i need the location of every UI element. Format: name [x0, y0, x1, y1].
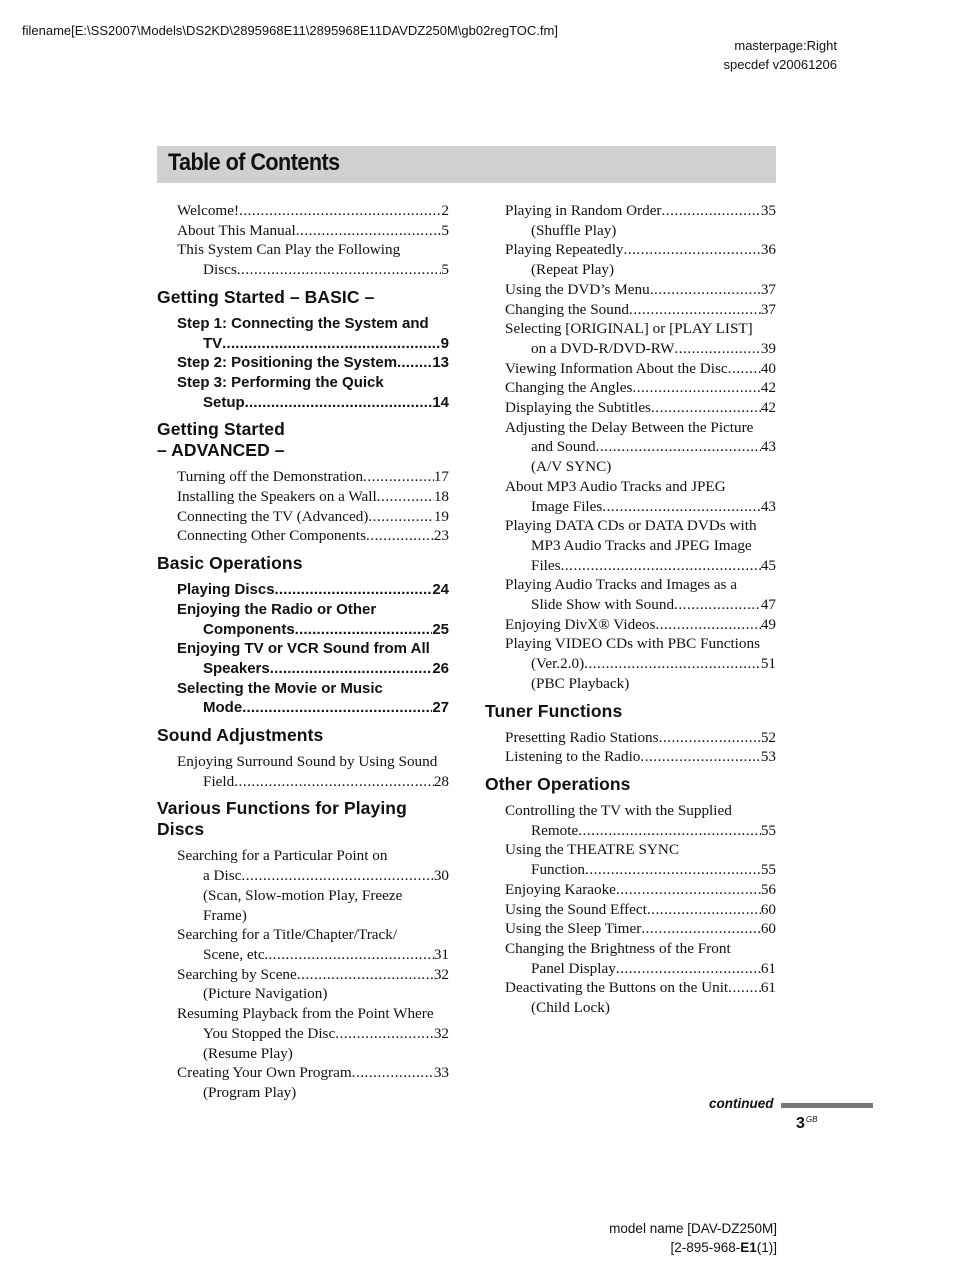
toc-entry-line	[157, 1024, 449, 1044]
toc-leader-dots	[397, 353, 432, 373]
toc-entry-line	[157, 467, 449, 487]
section-heading	[157, 798, 449, 840]
toc-entry[interactable]	[485, 319, 776, 358]
toc-page-number: 24	[432, 581, 449, 599]
toc-page-number: 18	[433, 488, 449, 506]
toc-entry-note: (Resume Play)	[203, 1044, 293, 1062]
toc-entry-title: Mode	[203, 699, 243, 717]
toc-page-number: 13	[432, 354, 449, 372]
toc-entry-line	[157, 965, 449, 985]
toc-leader-dots	[268, 945, 433, 965]
toc-leader-dots	[651, 398, 761, 418]
toc-entry[interactable]	[485, 939, 776, 978]
toc-entry[interactable]	[485, 801, 776, 840]
toc-entry-note: Frame)	[203, 906, 247, 924]
toc-entry[interactable]	[157, 600, 449, 639]
toc-entry[interactable]	[157, 965, 449, 1004]
toc-entry-line: Changing the Brightness of the Front	[505, 939, 731, 957]
toc-leader-dots	[368, 507, 433, 527]
toc-entry[interactable]	[157, 639, 449, 678]
toc-leader-dots	[352, 1063, 434, 1083]
toc-leader-dots	[596, 437, 761, 457]
masterpage-label: masterpage:Right	[734, 38, 837, 53]
section-heading-line: Basic Operations	[157, 553, 303, 574]
toc-entry-note: (Child Lock)	[531, 999, 610, 1017]
toc-entry-line	[157, 201, 449, 221]
toc-entry-line: This System Can Play the Following	[177, 241, 401, 259]
toc-entry-title: Presetting Radio Stations	[505, 728, 659, 746]
toc-entry[interactable]	[485, 575, 776, 614]
toc-page-number: 19	[433, 507, 449, 525]
toc-entry-line	[157, 1063, 449, 1083]
filename-header: filename[E:\SS2007\Models\DS2KD\2895968E11\2895968E11DAVDZ250M\gb02regTOC.fm]	[22, 23, 558, 38]
toc-leader-dots	[616, 880, 761, 900]
toc-entry-line	[485, 880, 776, 900]
toc-leader-dots	[275, 580, 433, 600]
toc-leader-dots	[377, 487, 434, 507]
toc-entry-note: (A/V SYNC)	[531, 458, 612, 476]
toc-entry[interactable]	[485, 516, 776, 575]
toc-entry-line	[157, 526, 449, 546]
toc-entry-line: Enjoying Surround Sound by Using Sound	[177, 753, 438, 771]
toc-page-number: 61	[760, 959, 776, 977]
toc-page-number: 2	[441, 202, 449, 219]
toc-entry-line	[157, 580, 449, 600]
toc-entry[interactable]	[157, 373, 449, 412]
section-heading-line: Discs	[157, 819, 205, 840]
toc-entry-note: (Repeat Play)	[531, 261, 615, 279]
toc-entry[interactable]	[485, 280, 776, 300]
toc-entry[interactable]	[157, 1063, 449, 1102]
toc-entry-title: Installing the Speakers on a Wall	[177, 488, 377, 506]
toc-page-number: 60	[760, 900, 776, 918]
section-heading	[157, 553, 449, 574]
toc-entry-line	[157, 393, 449, 413]
toc-page-number: 55	[760, 821, 776, 839]
toc-entry-title: Files	[531, 556, 561, 574]
toc-entry-title: Remote	[531, 821, 579, 839]
toc-entry[interactable]	[157, 314, 449, 353]
toc-entry-line	[485, 497, 776, 517]
toc-entry-line	[485, 728, 776, 748]
toc-entry[interactable]	[157, 221, 449, 241]
title-bar	[157, 146, 776, 183]
toc-page-number: 31	[433, 945, 449, 963]
toc-entry[interactable]	[485, 978, 776, 1017]
toc-entry-title: Connecting the TV (Advanced)	[177, 507, 369, 525]
toc-leader-dots	[616, 959, 761, 979]
toc-page-number: 60	[760, 920, 776, 938]
continued-label: continued	[709, 1096, 774, 1111]
toc-entry[interactable]	[157, 846, 449, 925]
toc-entry-title: Using the DVD’s Menu	[505, 280, 650, 298]
toc-entry-title: Searching by Scene	[177, 965, 297, 983]
toc-entry-line	[157, 866, 449, 886]
page-number: $3^{GB}$	[796, 1115, 818, 1132]
toc-entry-title: Discs	[203, 261, 237, 279]
toc-page-number: 47	[760, 596, 776, 614]
toc-entry-line	[485, 280, 776, 300]
toc-entry-title: Creating Your Own Program	[177, 1064, 352, 1082]
toc-page-number: 35	[760, 202, 776, 219]
toc-page-number: 42	[760, 379, 776, 397]
toc-entry-line: Step 3: Performing the Quick	[177, 373, 384, 391]
toc-page-number: 9	[440, 334, 449, 352]
toc-leader-dots	[245, 393, 433, 413]
toc-entry-line	[485, 959, 776, 979]
toc-leader-dots	[335, 1024, 434, 1044]
toc-entry-title: Image Files	[531, 497, 603, 515]
toc-entry-note: (Program Play)	[203, 1083, 297, 1101]
section-heading-line: Various Functions for Playing	[157, 798, 407, 819]
toc-entry[interactable]	[485, 300, 776, 320]
toc-entry[interactable]	[157, 526, 449, 546]
toc-entry-line	[157, 507, 449, 527]
toc-entry-title: Using the Sleep Timer	[505, 920, 642, 938]
toc-entry-title: Panel Display	[531, 959, 616, 977]
toc-entry-line: Step 1: Connecting the System and	[177, 314, 429, 332]
section-heading	[157, 287, 449, 308]
toc-entry[interactable]	[485, 900, 776, 920]
toc-entry-line	[485, 900, 776, 920]
toc-leader-dots	[241, 866, 433, 886]
toc-entry[interactable]	[157, 580, 449, 600]
masterpage-header	[724, 36, 837, 74]
toc-entry-title: You Stopped the Disc	[203, 1024, 336, 1042]
toc-entry-line: Controlling the TV with the Supplied	[505, 801, 732, 819]
toc-page-number: 26	[432, 659, 449, 677]
toc-entry[interactable]	[157, 487, 449, 507]
toc-page-number: 23	[433, 527, 449, 545]
toc-entry-title: Playing in Random Order	[505, 202, 662, 219]
toc-leader-dots	[561, 556, 761, 576]
toc-entry-line	[485, 860, 776, 880]
toc-leader-dots	[728, 978, 761, 998]
section-heading-line: Sound Adjustments	[157, 725, 324, 746]
toc-entry[interactable]	[485, 615, 776, 635]
toc-entry-line	[485, 437, 776, 457]
toc-leader-dots	[728, 359, 761, 379]
toc-entry-line: Resuming Playback from the Point Where	[177, 1005, 434, 1023]
toc-page-number: 37	[760, 300, 776, 318]
toc-entry-line	[485, 556, 776, 576]
toc-entry[interactable]	[485, 418, 776, 477]
toc-entry-line	[157, 772, 449, 792]
toc-page-number: 52	[760, 728, 776, 746]
toc-entry-line	[485, 747, 776, 767]
toc-leader-dots	[629, 300, 761, 320]
toc-entry-title: Scene, etc.	[203, 945, 269, 963]
toc-leader-dots	[366, 526, 434, 546]
toc-entry[interactable]	[157, 507, 449, 527]
toc-leader-dots	[650, 280, 761, 300]
toc-page-number: 14	[432, 393, 449, 411]
toc-leader-dots	[222, 334, 440, 354]
toc-entry[interactable]	[485, 398, 776, 418]
toc-entry-line: Playing Audio Tracks and Images as a	[505, 576, 738, 594]
toc-entry[interactable]	[485, 747, 776, 767]
toc-entry-line	[157, 620, 449, 640]
toc-entry[interactable]	[485, 477, 776, 516]
toc-page-number: 42	[760, 399, 776, 417]
toc-entry-line	[485, 919, 776, 939]
toc-entry-line	[485, 821, 776, 841]
toc-page-number: 33	[433, 1064, 449, 1082]
toc-entry-line	[157, 353, 449, 373]
toc-leader-dots	[237, 260, 442, 280]
toc-leader-dots	[624, 240, 761, 260]
toc-entry-line	[157, 487, 449, 507]
toc-entry-title: Setup	[203, 393, 245, 411]
toc-entry-title: Step 2: Positioning the System	[177, 354, 398, 372]
toc-entry-line	[485, 359, 776, 379]
toc-entry-line	[485, 654, 776, 674]
toc-leader-dots	[297, 965, 434, 985]
toc-entry[interactable]	[485, 240, 776, 279]
toc-entry[interactable]	[157, 1004, 449, 1063]
toc-entry[interactable]	[157, 240, 449, 279]
toc-entry-line	[485, 300, 776, 320]
toc-entry-line: About MP3 Audio Tracks and JPEG	[505, 477, 726, 495]
toc-entry[interactable]	[485, 201, 776, 240]
toc-entry-note: (Shuffle Play)	[531, 221, 617, 239]
toc-entry[interactable]	[485, 840, 776, 879]
toc-entry-title: Enjoying DivX® Videos	[505, 615, 656, 633]
toc-entry-line: Playing DATA CDs or DATA DVDs with	[505, 517, 757, 535]
toc-leader-dots	[655, 615, 760, 635]
toc-entry-line: Using the THEATRE SYNC	[505, 841, 679, 859]
toc-entry-title: Components	[203, 620, 295, 638]
page-title: Table of Contents	[168, 149, 340, 176]
toc-page-number: 53	[760, 748, 776, 766]
toc-page-number: 39	[760, 339, 776, 357]
toc-entry-line	[157, 221, 449, 241]
toc-entry[interactable]	[157, 467, 449, 487]
toc-page-number: 61	[760, 979, 776, 997]
toc-leader-dots	[602, 497, 761, 517]
section-heading	[485, 774, 776, 795]
toc-leader-dots	[674, 339, 760, 359]
toc-entry-title: Changing the Sound	[505, 300, 630, 318]
toc-entry[interactable]	[485, 359, 776, 379]
toc-page-number: 43	[760, 438, 776, 456]
toc-entry[interactable]	[157, 201, 449, 221]
toc-entry-title: Playing Discs	[177, 581, 275, 599]
toc-leader-dots	[363, 467, 434, 487]
toc-leader-dots	[674, 595, 761, 615]
toc-entry-title: Turning off the Demonstration	[177, 468, 364, 486]
toc-page-number: 55	[760, 861, 776, 879]
toc-entry-line	[485, 339, 776, 359]
section-heading	[157, 419, 449, 461]
toc-entry-title: Speakers	[203, 659, 270, 677]
toc-entry-title: Using the Sound Effect	[505, 900, 647, 918]
section-heading-line: Other Operations	[485, 773, 631, 794]
toc-page-number: 56	[760, 880, 776, 898]
specdef-label: specdef v20061206	[723, 57, 837, 72]
toc-entry-line: Adjusting the Delay Between the Picture	[505, 418, 754, 436]
toc-page-number: 5	[441, 221, 449, 239]
toc-leader-dots	[647, 900, 761, 920]
section-heading	[157, 725, 449, 746]
toc-entry[interactable]	[485, 728, 776, 748]
toc-entry-note: (Picture Navigation)	[203, 985, 328, 1003]
toc-page-number: 30	[433, 867, 449, 885]
toc-entry-line	[485, 615, 776, 635]
toc-entry-line	[157, 659, 449, 679]
toc-entry-line: Searching for a Title/Chapter/Track/	[177, 926, 398, 944]
section-heading-line: Getting Started – BASIC –	[157, 286, 375, 307]
toc-entry[interactable]	[157, 353, 449, 373]
toc-entry-title: and Sound	[531, 438, 596, 456]
toc-column-left	[157, 201, 449, 1103]
toc-leader-dots	[632, 378, 760, 398]
toc-entry-line: Searching for a Particular Point on	[177, 847, 388, 865]
toc-entry-title: TV	[203, 334, 223, 352]
section-heading	[485, 701, 776, 722]
toc-entry-line	[485, 978, 776, 998]
toc-entry-title: Viewing Information About the Disc	[505, 359, 728, 377]
toc-entry-title: (Ver.2.0)	[531, 655, 585, 673]
toc-entry-line: Selecting [ORIGINAL] or [PLAY LIST]	[505, 320, 753, 338]
toc-leader-dots	[242, 698, 432, 718]
toc-leader-dots	[584, 654, 761, 674]
toc-leader-dots	[234, 772, 434, 792]
toc-entry-note: (PBC Playback)	[531, 674, 630, 692]
toc-entry-line: Selecting the Movie or Music	[177, 679, 383, 697]
toc-leader-dots	[641, 919, 761, 939]
toc-page-number: 40	[760, 359, 776, 377]
toc-leader-dots	[270, 659, 433, 679]
toc-entry-line: MP3 Audio Tracks and JPEG Image	[531, 536, 752, 554]
toc-entry-title: About This Manual	[177, 221, 296, 239]
toc-entry[interactable]	[157, 752, 449, 791]
toc-entry-line	[485, 398, 776, 418]
toc-entry-line: Enjoying the Radio or Other	[177, 600, 377, 618]
toc-page-number: 51	[760, 655, 776, 673]
toc-entry-title: a Disc	[203, 867, 242, 885]
toc-entry-title: Connecting Other Components	[177, 527, 366, 545]
toc-entry-title: Slide Show with Sound	[531, 596, 675, 614]
toc-entry-line	[485, 595, 776, 615]
toc-page-number: 32	[433, 1024, 449, 1042]
toc-page-number: 17	[433, 468, 449, 486]
toc-leader-dots	[295, 620, 433, 640]
toc-entry-title: on a DVD-R/DVD-RW	[531, 339, 675, 357]
section-heading-line: Getting Started	[157, 419, 285, 440]
toc-page-number: 5	[441, 261, 449, 279]
toc-entry-line	[485, 378, 776, 398]
toc-entry-title: Deactivating the Buttons on the Unit	[505, 979, 729, 997]
toc-page-number: 36	[760, 241, 776, 259]
toc-column-right	[485, 201, 776, 1018]
section-heading-line: Tuner Functions	[485, 700, 623, 721]
toc-entry-line	[485, 201, 776, 221]
toc-entry-note: (Scan, Slow-motion Play, Freeze	[203, 886, 403, 904]
toc-page-number: 49	[760, 615, 776, 633]
model-name: model name [DAV-DZ250M]	[609, 1221, 777, 1236]
toc-entry-line	[157, 334, 449, 354]
toc-entry[interactable]	[485, 880, 776, 900]
toc-leader-dots	[659, 728, 761, 748]
toc-entry[interactable]	[485, 919, 776, 939]
toc-entry-line: Enjoying TV or VCR Sound from All	[177, 640, 430, 658]
section-heading-line: – ADVANCED –	[157, 440, 285, 461]
toc-entry-title: Welcome!	[177, 202, 240, 219]
toc-entry-title: Function	[531, 861, 586, 879]
toc-entry-title: Listening to the Radio	[505, 748, 641, 766]
toc-page-number: 32	[433, 965, 449, 983]
toc-page-number: 43	[760, 497, 776, 515]
toc-leader-dots	[239, 201, 441, 221]
toc-leader-dots	[578, 821, 761, 841]
toc-page-number: 28	[433, 772, 449, 790]
model-code: [2-895-968-E1(1)]	[670, 1240, 777, 1255]
toc-leader-dots	[296, 221, 442, 241]
toc-page-number: 45	[760, 556, 776, 574]
toc-entry-line	[157, 698, 449, 718]
toc-entry-title: Playing Repeatedly	[505, 241, 624, 259]
toc-entry-title: Field	[203, 772, 235, 790]
toc-page-number: 37	[760, 280, 776, 298]
toc-entry[interactable]	[157, 679, 449, 718]
toc-leader-dots	[662, 201, 761, 221]
toc-page-number: 27	[432, 699, 449, 717]
toc-entry-title: Changing the Angles	[505, 379, 633, 397]
toc-entry[interactable]	[485, 378, 776, 398]
toc-entry-line	[157, 260, 449, 280]
toc-entry-line	[157, 945, 449, 965]
toc-entry-title: Enjoying Karaoke	[505, 880, 616, 898]
toc-entry-line: Playing VIDEO CDs with PBC Functions	[505, 635, 760, 653]
toc-entry-line	[485, 240, 776, 260]
toc-leader-dots	[585, 860, 761, 880]
toc-page-number: 25	[432, 620, 449, 638]
toc-entry-title: Displaying the Subtitles	[505, 399, 651, 417]
toc-entry[interactable]	[157, 925, 449, 964]
footer	[609, 1219, 777, 1257]
continued-bar	[781, 1103, 873, 1108]
toc-leader-dots	[640, 747, 760, 767]
toc-entry[interactable]	[485, 634, 776, 693]
